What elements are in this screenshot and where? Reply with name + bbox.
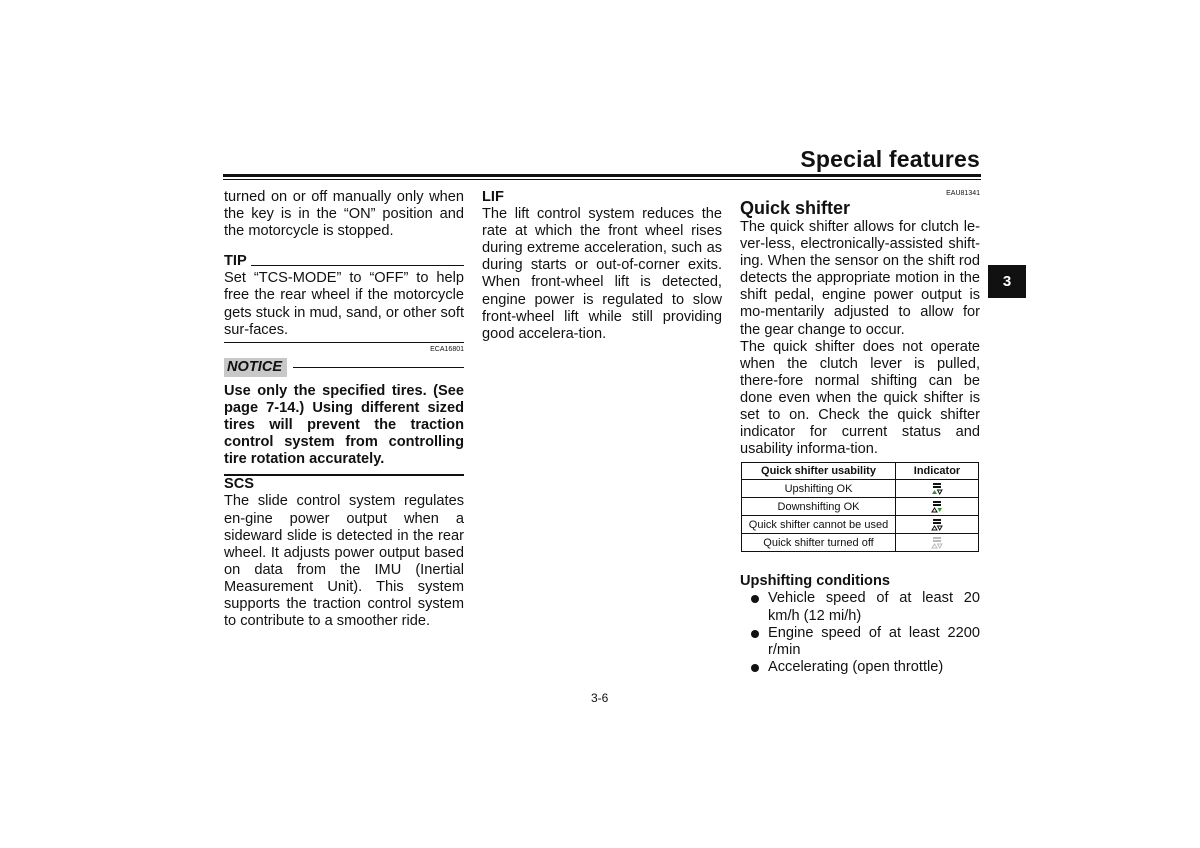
tip-text: Set “TCS-MODE” to “OFF” to help free the rear wheel if the motorcycle gets stuck in mud, sand, or other soft sur-faces. [224, 270, 464, 338]
upshifting-conditions-list [740, 590, 980, 675]
notice-text: Use only the specified tires. (See page 7-14.) Using different sized tires will prevent the traction control system from controlling tire rotation accurately. [224, 382, 464, 468]
column-2 [482, 189, 722, 343]
page-title: Special features [800, 146, 980, 172]
tip-heading-row [224, 253, 464, 270]
table-cell-usability: Quick shifter cannot be used [742, 516, 896, 534]
scs-text: The slide control system regulates en-gine power output when a sideward slide is detected in the rear wheel. It adjusts power output based on data from the IMU (Inertial Measurement Unit). This system supports the traction control system to contribute to a smoother ride. [224, 493, 464, 630]
quick-shifter-up-ok-icon [930, 482, 944, 496]
quick-shifter-title: Quick shifter [740, 198, 851, 218]
notice-label: NOTICE [224, 358, 287, 377]
table-header-indicator: Indicator [896, 463, 979, 480]
quick-shifter-unusable-icon [930, 518, 944, 532]
lif-heading: LIF [482, 189, 504, 205]
quick-shifter-code: EAU81341 [946, 190, 980, 197]
quick-shifter-para-1: The quick shifter allows for clutch le-ver-less, electronically-assisted shift-ing. When the sensor on the shift rod detects the appropriate motion in the shift pedal, engine power output is mo-mentarily adjusted to allow for the gear change to occur. [740, 219, 980, 338]
tcs-intro-text: turned on or off manually only when the key is in the “ON” position and the motorcycle is stopped. [224, 189, 464, 240]
table-row [742, 480, 979, 498]
table-header-row [742, 463, 979, 480]
header-rule-thin [223, 179, 981, 180]
table-cell-usability: Upshifting OK [742, 480, 896, 498]
notice-heading-row [224, 358, 464, 377]
table-row [742, 498, 979, 516]
table-header-usability: Quick shifter usability [742, 463, 896, 480]
quick-shifter-usability-table [741, 462, 979, 552]
table-cell-indicator [896, 516, 979, 534]
tip-label: TIP [224, 253, 247, 270]
page-number: 3-6 [591, 691, 609, 705]
upshifting-conditions-heading: Upshifting conditions [740, 573, 890, 590]
tip-end-divider [224, 342, 464, 343]
table-cell-usability: Quick shifter turned off [742, 534, 896, 552]
list-item [740, 659, 980, 676]
table-cell-indicator [896, 498, 979, 516]
table-cell-indicator [896, 480, 979, 498]
bullet-icon [751, 664, 759, 672]
tip-rule [251, 265, 464, 266]
condition-text: Engine speed of at least 2200 r/min [768, 624, 980, 658]
lif-text: The lift control system reduces the rate at which the front wheel rises during extreme acceleration, such as during starts or out-of-corner exits. When front-wheel lift is detected, engine power is regulated to slow front-wheel lift while still providing good accelera-tion. [482, 206, 722, 342]
condition-text: Accelerating (open throttle) [768, 658, 944, 675]
quick-shifter-down-ok-icon [930, 500, 944, 514]
scs-heading: SCS [224, 476, 255, 493]
quick-shifter-para-2: The quick shifter does not operate when the clutch lever is pulled, there-fore normal shifting can be done even when the quick shifter is set to on. Check the quick shifter indicator for current status and usability informa-tion. [740, 338, 980, 458]
condition-text: Vehicle speed of at least 20 km/h (12 mi/h) [768, 590, 980, 624]
bullet-icon [751, 595, 759, 603]
list-item [740, 625, 980, 659]
column-3 [740, 189, 980, 676]
table-row [742, 534, 979, 552]
bullet-icon [751, 630, 759, 638]
table-cell-usability: Downshifting OK [742, 498, 896, 516]
table-cell-indicator [896, 534, 979, 552]
notice-rule [293, 367, 464, 368]
table-row [742, 516, 979, 534]
list-item [740, 590, 980, 624]
column-1 [224, 189, 464, 630]
quick-shifter-off-icon [930, 536, 944, 550]
header-rule-thick [223, 174, 981, 177]
notice-code: ECA16801 [430, 345, 464, 353]
chapter-tab: 3 [988, 265, 1026, 298]
